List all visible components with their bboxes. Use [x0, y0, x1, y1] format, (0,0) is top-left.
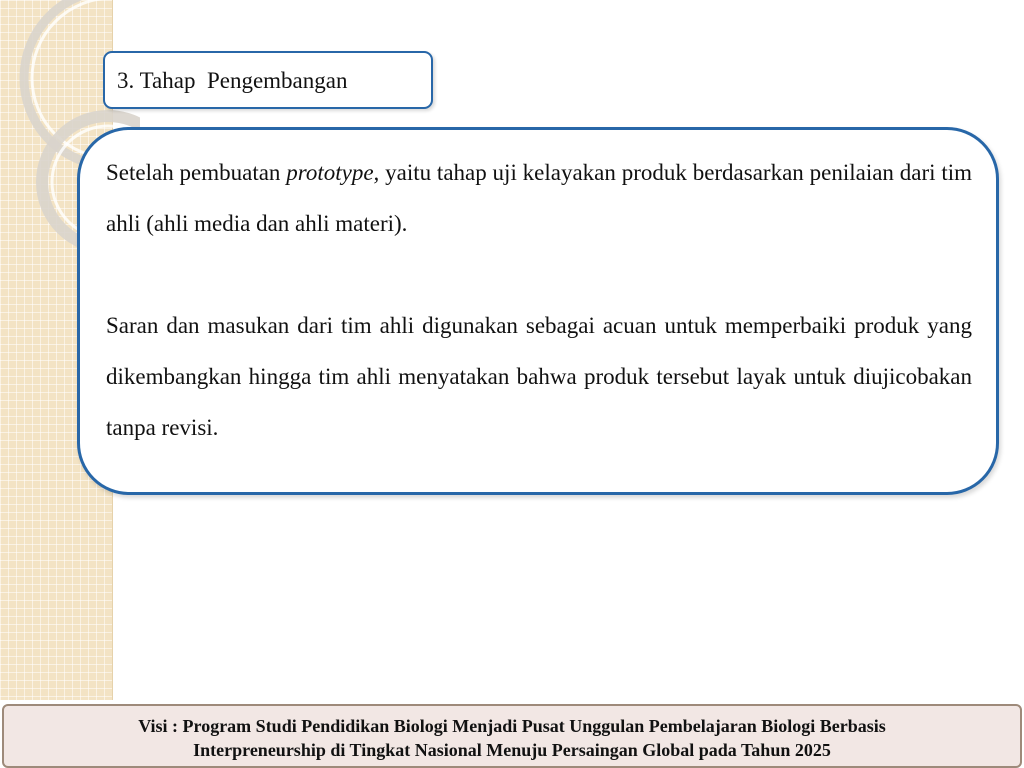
vision-footer [2, 704, 1022, 768]
content-box [77, 127, 999, 495]
paragraph-gap [106, 249, 972, 300]
vision-text [4, 714, 1020, 762]
paragraph-1-start: Setelah pembuatan [106, 160, 287, 185]
content-text [106, 147, 972, 453]
section-title-box [103, 51, 433, 109]
paragraph-1-end: yaitu tahap uji kelayakan produk berdasarkan penilaian dari tim ahli (ahli media dan ahli materi). [106, 160, 972, 236]
paragraph-1 [106, 147, 972, 249]
paragraph-2: Saran dan masukan dari tim ahli digunakan sebagai acuan untuk memperbaiki produk yang dikembangkan hingga tim ahli menyatakan bahwa produk tersebut layak untuk diujicobakan tanpa revisi. [106, 313, 972, 440]
vision-line-2: Interpreneurship di Tingkat Nasional Menuju Persaingan Global pada Tahun 2025 [193, 740, 831, 760]
paragraph-1-italic: prototype, [286, 160, 380, 185]
section-title: 3. Tahap Pengembangan [117, 68, 348, 93]
vision-line-1: Visi : Program Studi Pendidikan Biologi Menjadi Pusat Unggulan Pembelajaran Biologi Berbasis [138, 716, 886, 736]
